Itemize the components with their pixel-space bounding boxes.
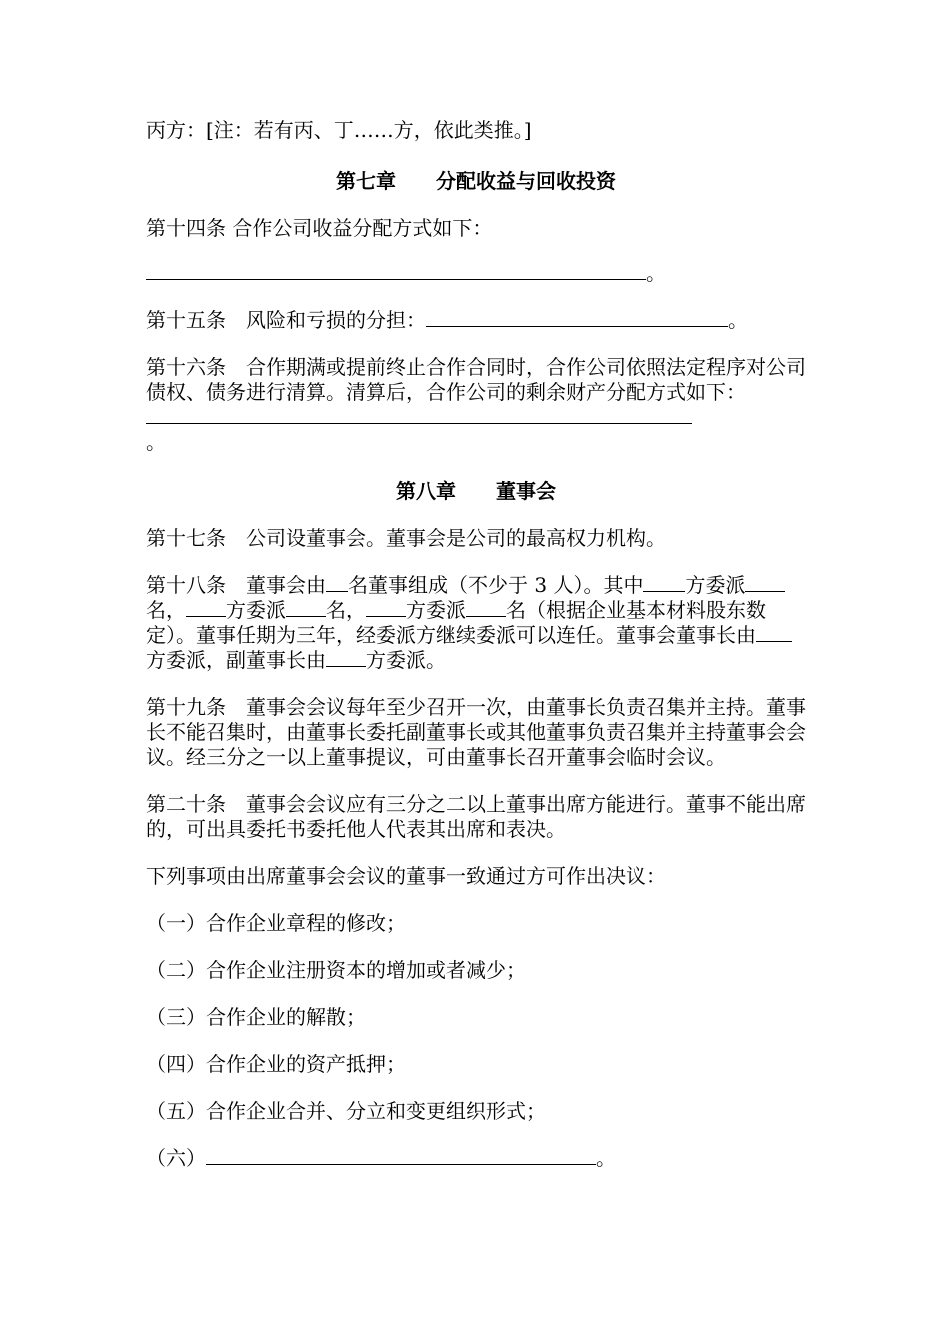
list-item-6: （六） 。 [146, 1146, 616, 1170]
chapter-7-heading: 第七章 分配收益与回收投资 [336, 169, 616, 193]
article-14-blank-line: 。 [146, 261, 806, 286]
fill-blank[interactable] [326, 648, 366, 667]
article-18: 第十八条 董事会由 名董事组成（不少于 3 人）。其中 方委派名， 方委派 名， 方委派 名（根据企业基本材料股东数定）。董事任期为三年，经委派方继续委派可以连任。董事会董事长由方委派，副董事长由 方委派。 [146, 573, 806, 673]
fill-blank[interactable] [326, 573, 348, 592]
article-20: 第二十条 董事会会议应有三分之二以上董事出席方能进行。董事不能出席的，可出具委托书委托他人代表其出席和表决。 [146, 792, 806, 841]
article-16: 第十六条 合作期满或提前终止合作合同时，合作公司依照法定程序对公司债权、债务进行清算。清算后，合作公司的剩余财产分配方式如下： 。 [146, 355, 806, 454]
list-item: （一）合作企业章程的修改； [146, 911, 406, 935]
fill-blank[interactable] [643, 573, 685, 592]
fill-blank[interactable] [146, 261, 646, 280]
fill-blank[interactable] [756, 623, 792, 642]
fill-blank[interactable] [366, 598, 406, 617]
chapter-8-heading: 第八章 董事会 [396, 479, 556, 503]
article-15: 第十五条 风险和亏损的分担： 。 [146, 308, 748, 332]
list-item: （二）合作企业注册资本的增加或者减少； [146, 958, 526, 982]
article-17: 第十七条 公司设董事会。董事会是公司的最高权力机构。 [146, 526, 666, 550]
article-14: 第十四条 合作公司收益分配方式如下： [146, 216, 493, 240]
list-item: （四）合作企业的资产抵押； [146, 1052, 406, 1076]
list-item: （五）合作企业合并、分立和变更组织形式； [146, 1099, 546, 1123]
fill-blank[interactable] [146, 405, 692, 424]
document-body [146, 118, 806, 1171]
fill-blank[interactable] [206, 1146, 596, 1165]
fill-blank[interactable] [466, 598, 506, 617]
resolution-intro: 下列事项由出席董事会会议的董事一致通过方可作出决议： [146, 864, 666, 888]
article-19: 第十九条 董事会会议每年至少召开一次，由董事长负责召集并主持。董事长不能召集时，由董事长委托副董事长或其他董事负责召集并主持董事会会议。经三分之一以上董事提议，可由董事长召开董事会临时会议。 [146, 695, 806, 769]
fill-blank[interactable] [186, 598, 226, 617]
fill-blank[interactable] [286, 598, 326, 617]
fill-blank[interactable] [745, 573, 785, 592]
party-c-line: 丙方：[注：若有丙、丁……方，依此类推。] [146, 118, 532, 142]
list-item: （三）合作企业的解散； [146, 1005, 366, 1029]
fill-blank[interactable] [426, 308, 728, 327]
